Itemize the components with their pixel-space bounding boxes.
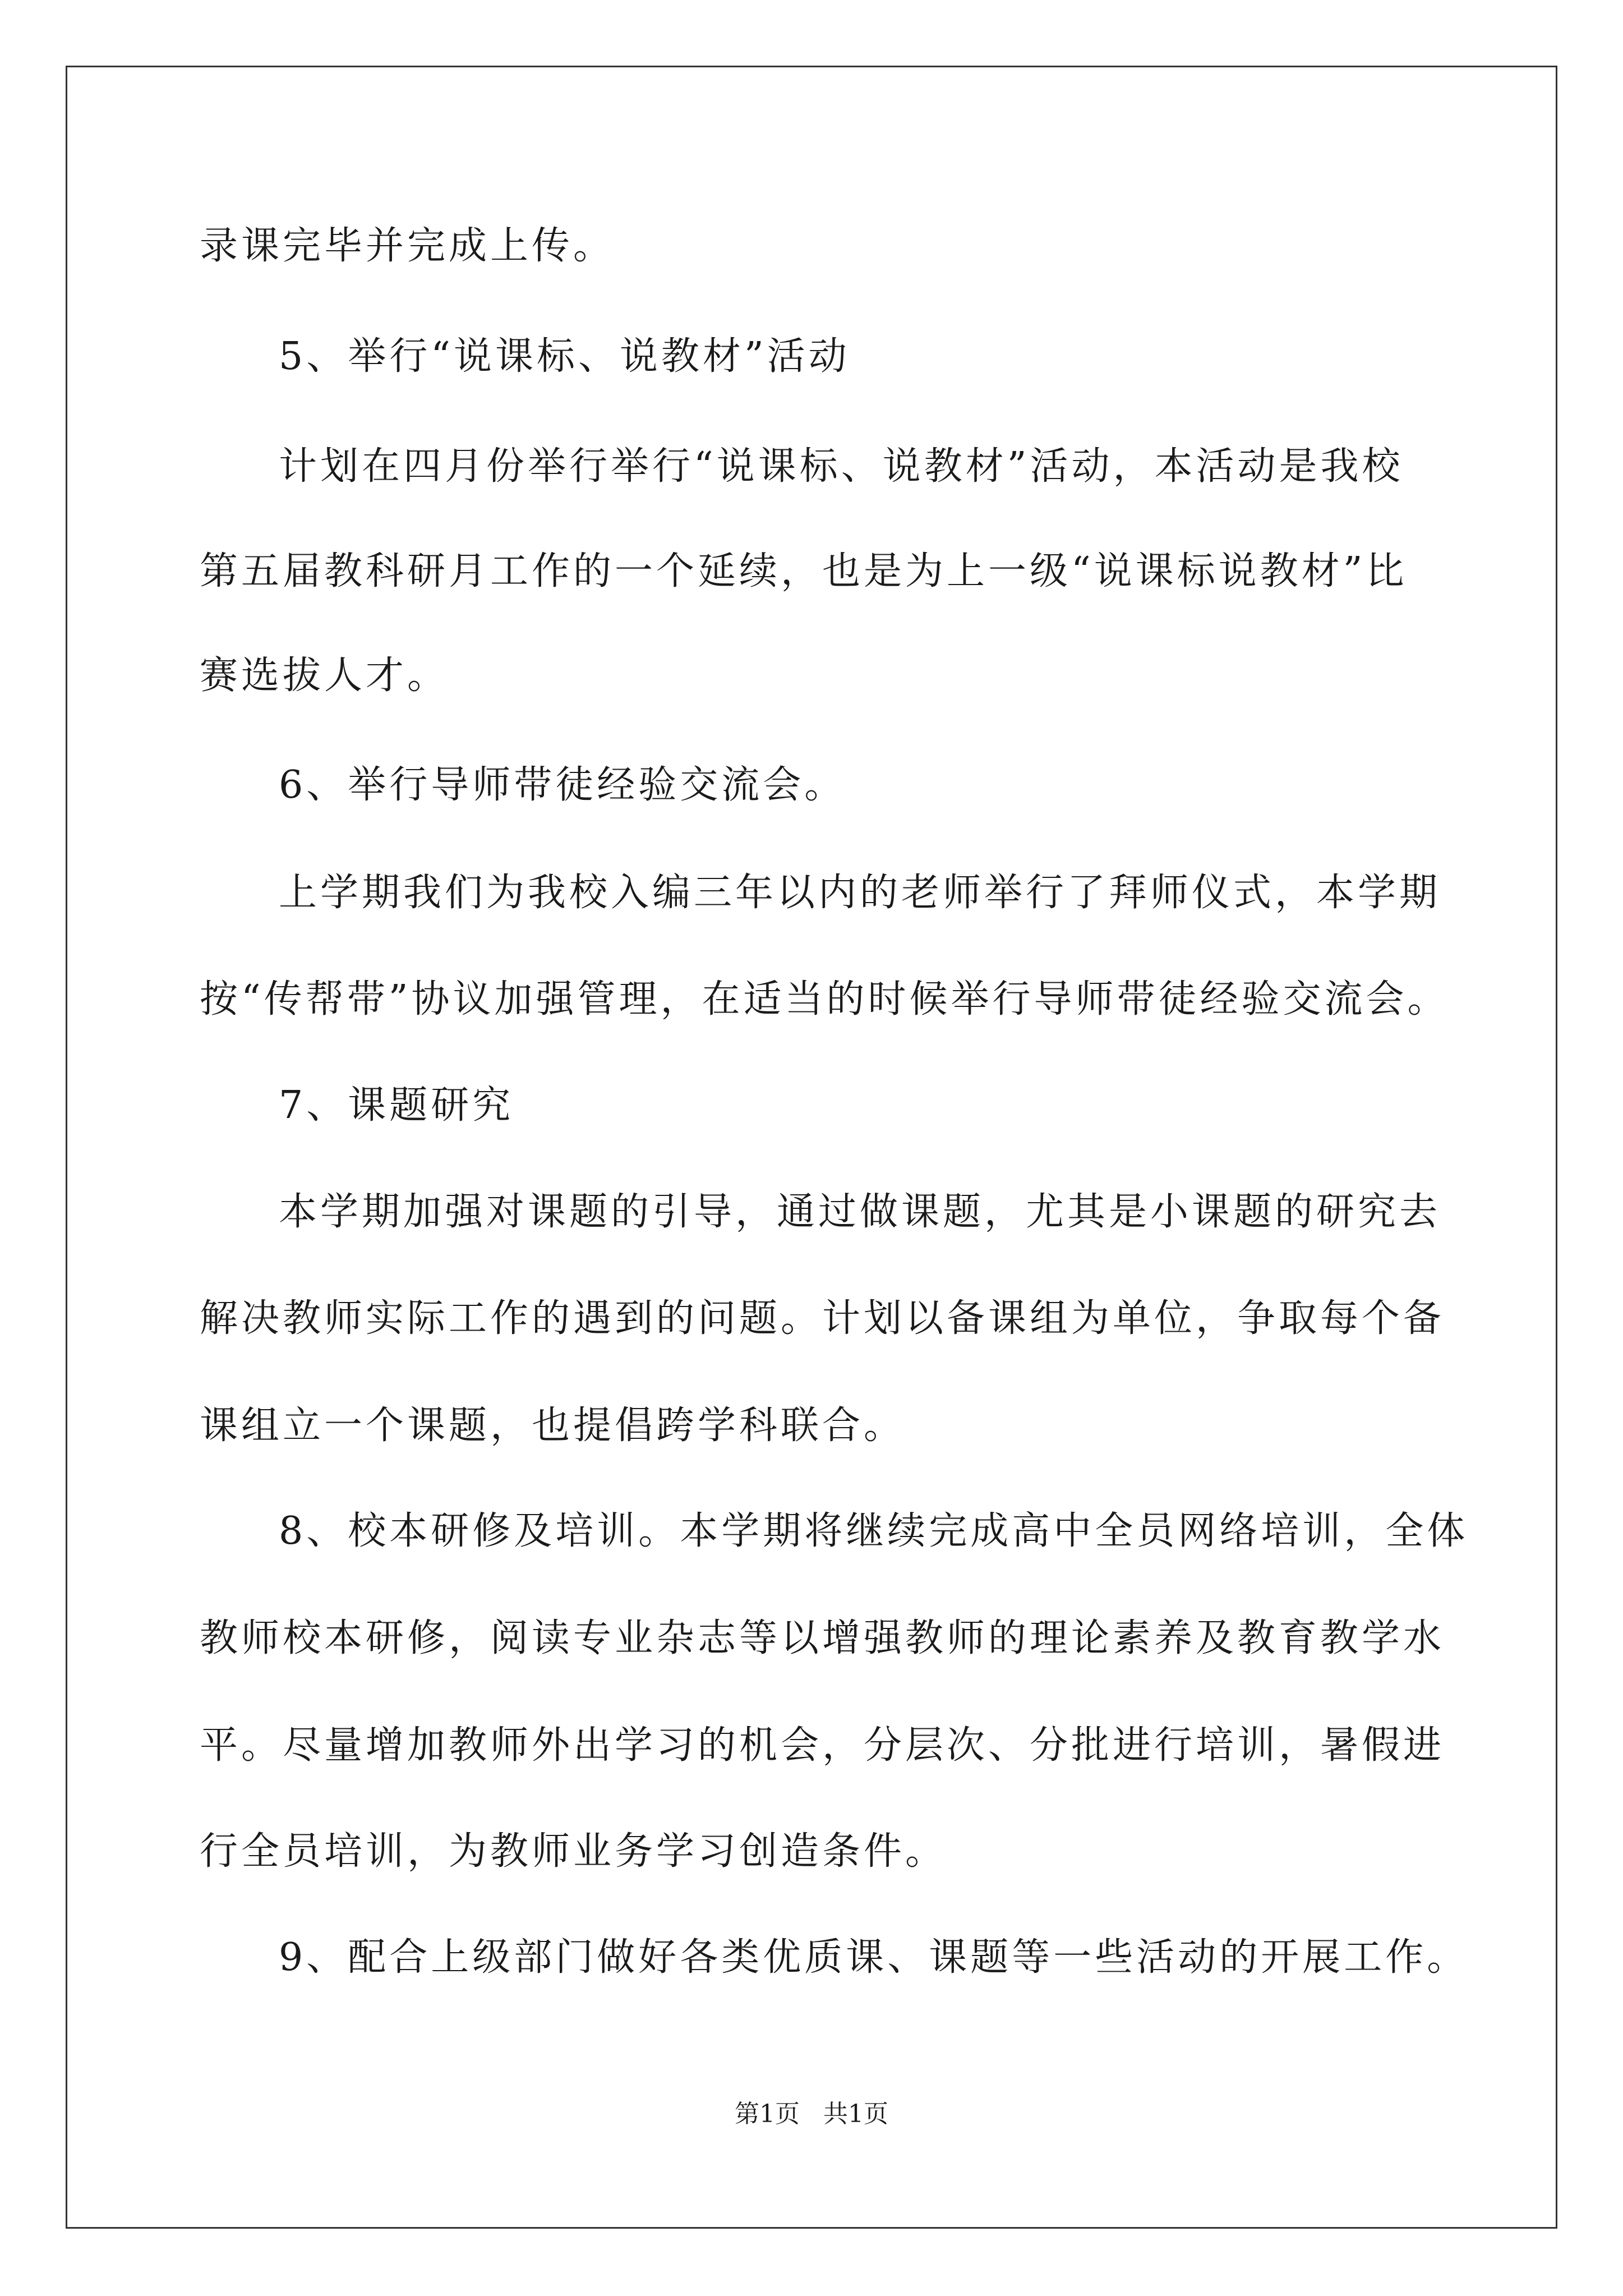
- page-frame: [66, 66, 1557, 2229]
- text-line: 按“传帮带”协议加强管理，在适当的时候举行导师带徒经验交流会。: [200, 977, 1449, 1022]
- text-line: 上学期我们为我校入编三年以内的老师举行了拜师仪式，本学期: [279, 871, 1441, 915]
- text-line: 平。尽量增加教师外出学习的机会，分层次、分批进行培训，暑假进: [200, 1723, 1445, 1768]
- text-line: 录课完毕并完成上传。: [200, 224, 615, 268]
- text-line: 计划在四月份举行举行“说课标、说教材”活动，本活动是我校: [279, 444, 1404, 489]
- text-line: 9、配合上级部门做好各类优质课、课题等一些活动的开展工作。: [279, 1935, 1469, 1980]
- text-line: 第五届教科研月工作的一个延续，也是为上一级“说课标说教材”比: [200, 549, 1408, 593]
- text-line: 教师校本研修，阅读专业杂志等以增强教师的理论素养及教育教学水: [200, 1616, 1445, 1660]
- text-line: 解决教师实际工作的遇到的问题。计划以备课组为单位，争取每个备: [200, 1296, 1445, 1341]
- text-line: 行全员培训，为教师业务学习创造条件。: [200, 1829, 947, 1874]
- text-line: 本学期加强对课题的引导，通过做课题，尤其是小课题的研究去: [279, 1190, 1441, 1234]
- text-line: 课组立一个课题，也提倡跨学科联合。: [200, 1404, 906, 1448]
- text-line: 5、举行“说课标、说教材”活动: [279, 334, 850, 379]
- page-footer: 第1页 共1页: [735, 2100, 888, 2128]
- text-line: 6、举行导师带徒经验交流会。: [279, 763, 846, 807]
- text-line: 赛选拔人才。: [200, 654, 449, 698]
- text-line: 8、校本研修及培训。本学期将继续完成高中全员网络培训，全体: [279, 1509, 1469, 1553]
- text-line: 7、课题研究: [279, 1083, 514, 1128]
